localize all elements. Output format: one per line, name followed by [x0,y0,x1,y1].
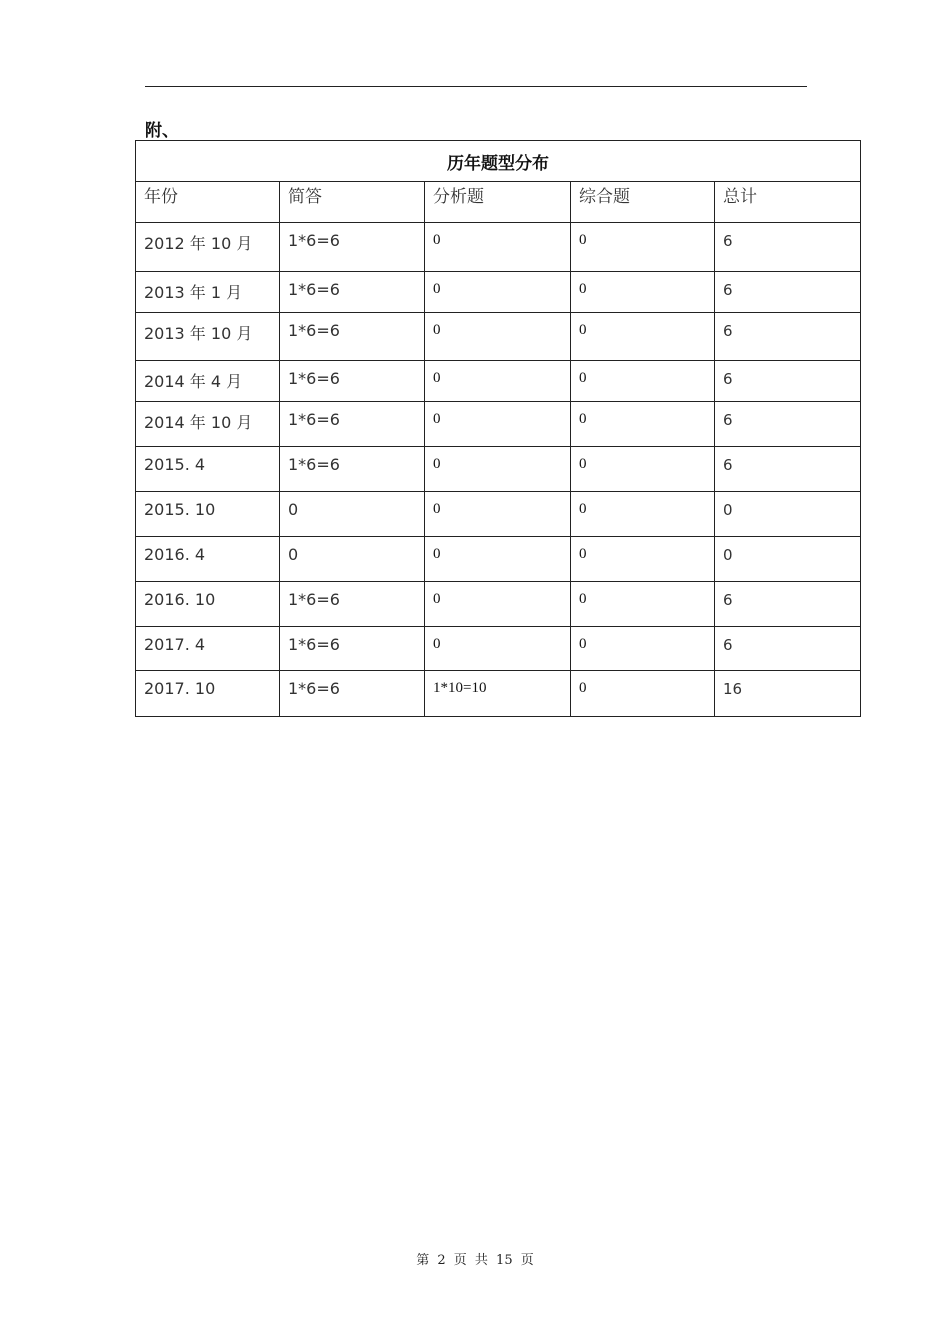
cell-short-answer: 1*6=6 [280,313,425,361]
cell-total: 16 [715,671,861,717]
cell-analysis: 1*10=10 [425,671,571,717]
header-rule [145,86,807,87]
cell-analysis: 0 [425,537,571,582]
cell-total: 6 [715,402,861,447]
cell-year: 2014 年 4 月 [136,361,280,402]
cell-year: 2016. 10 [136,582,280,627]
table-row [136,627,861,671]
column-header-total: 总计 [715,182,861,223]
table-row [136,582,861,627]
cell-analysis: 0 [425,582,571,627]
cell-total: 6 [715,582,861,627]
cell-short-answer: 1*6=6 [280,361,425,402]
cell-total: 6 [715,361,861,402]
table-row [136,671,861,717]
cell-total: 6 [715,313,861,361]
cell-analysis: 0 [425,402,571,447]
cell-analysis: 0 [425,313,571,361]
cell-total: 6 [715,447,861,492]
table-row [136,447,861,492]
table-header-row [136,182,861,223]
cell-year: 2014 年 10 月 [136,402,280,447]
column-header-year: 年份 [136,182,280,223]
cell-total: 6 [715,272,861,313]
cell-short-answer: 1*6=6 [280,671,425,717]
cell-analysis: 0 [425,627,571,671]
cell-comprehensive: 0 [571,402,715,447]
appendix-label: 附、 [145,121,179,141]
cell-analysis: 0 [425,447,571,492]
cell-total: 0 [715,537,861,582]
page-footer: 第 2 页 共 15 页 [416,1253,534,1268]
cell-year: 2015. 4 [136,447,280,492]
cell-year: 2013 年 10 月 [136,313,280,361]
table-row [136,492,861,537]
cell-comprehensive: 0 [571,313,715,361]
cell-year: 2016. 4 [136,537,280,582]
cell-short-answer: 1*6=6 [280,447,425,492]
cell-comprehensive: 0 [571,272,715,313]
column-header-comprehensive: 综合题 [571,182,715,223]
question-type-table [135,140,861,717]
cell-short-answer: 1*6=6 [280,223,425,272]
cell-short-answer: 1*6=6 [280,582,425,627]
cell-short-answer: 1*6=6 [280,272,425,313]
table-row [136,537,861,582]
column-header-analysis: 分析题 [425,182,571,223]
cell-year: 2012 年 10 月 [136,223,280,272]
cell-total: 6 [715,627,861,671]
cell-comprehensive: 0 [571,492,715,537]
cell-total: 6 [715,223,861,272]
table-row [136,313,861,361]
cell-total: 0 [715,492,861,537]
table-row [136,223,861,272]
cell-comprehensive: 0 [571,447,715,492]
cell-year: 2017. 10 [136,671,280,717]
cell-short-answer: 0 [280,537,425,582]
cell-comprehensive: 0 [571,223,715,272]
cell-analysis: 0 [425,492,571,537]
cell-short-answer: 1*6=6 [280,627,425,671]
table-row [136,361,861,402]
cell-comprehensive: 0 [571,627,715,671]
table-title: 历年题型分布 [136,141,861,182]
cell-year: 2015. 10 [136,492,280,537]
cell-comprehensive: 0 [571,361,715,402]
cell-comprehensive: 0 [571,671,715,717]
cell-short-answer: 1*6=6 [280,402,425,447]
cell-year: 2017. 4 [136,627,280,671]
table-row [136,402,861,447]
cell-short-answer: 0 [280,492,425,537]
cell-analysis: 0 [425,223,571,272]
cell-analysis: 0 [425,272,571,313]
column-header-short-answer: 简答 [280,182,425,223]
table-body [136,223,861,717]
table-row [136,272,861,313]
cell-year: 2013 年 1 月 [136,272,280,313]
cell-comprehensive: 0 [571,537,715,582]
cell-comprehensive: 0 [571,582,715,627]
cell-analysis: 0 [425,361,571,402]
